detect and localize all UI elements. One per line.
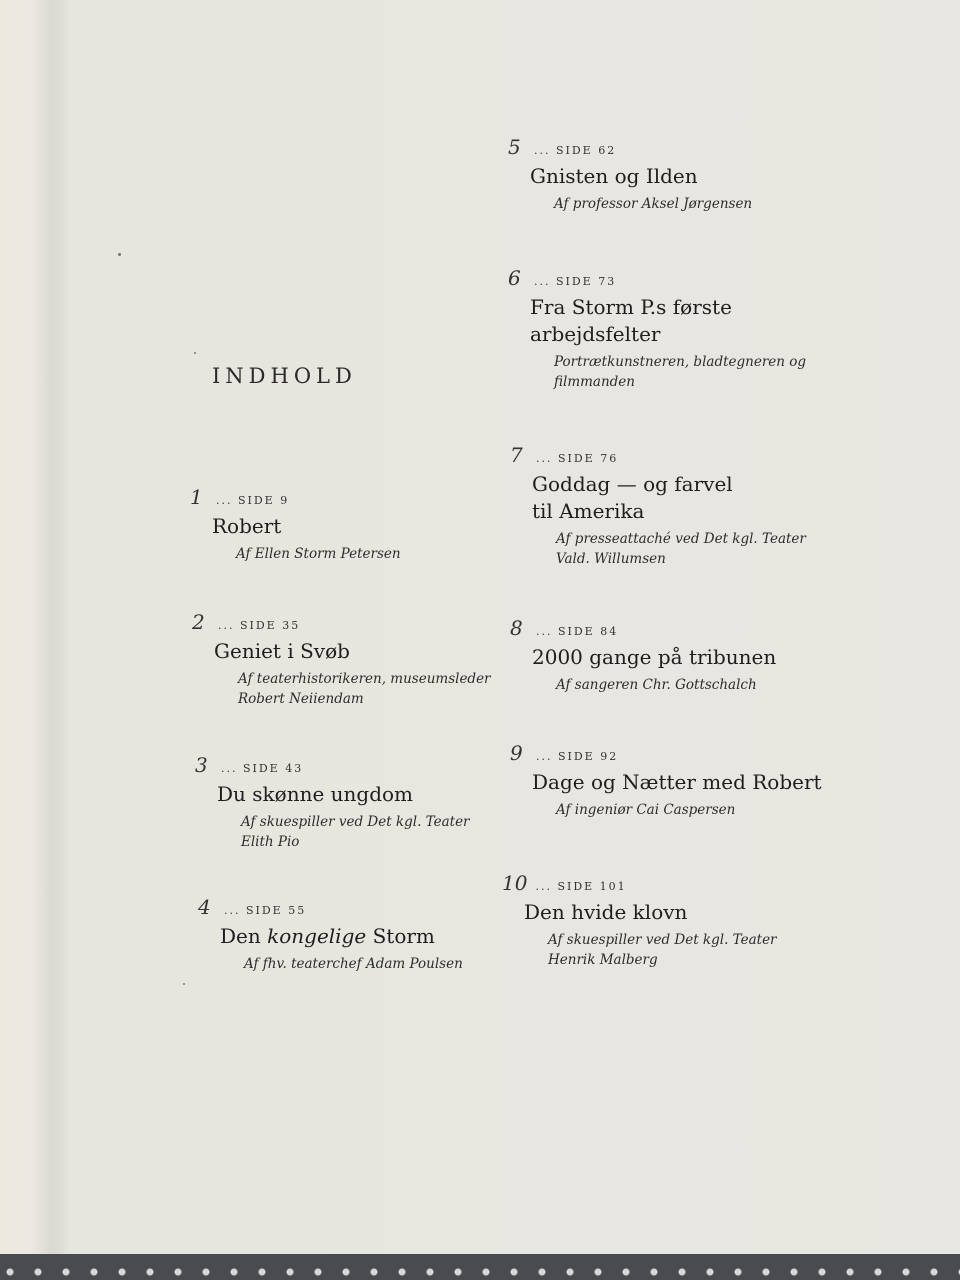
entry-title: Fra Storm P.s første arbejdsfelter xyxy=(530,295,732,346)
toc-entry-7 xyxy=(510,443,806,569)
entry-number: 10 xyxy=(502,871,528,895)
dust-speck xyxy=(183,983,185,985)
toc-entry-4 xyxy=(198,895,463,974)
entry-title: Dage og Nætter med Robert xyxy=(532,770,822,794)
entry-page-ref: ... SIDE 55 xyxy=(224,904,307,917)
toc-entry-2 xyxy=(192,610,491,709)
entry-number: 9 xyxy=(510,741,523,765)
toc-entry-3 xyxy=(195,753,470,852)
entry-author: Portrætkunstneren, bladtegneren og filmmanden xyxy=(554,354,807,390)
entry-author: Af teaterhistorikeren, museumsleder Robert Neiiendam xyxy=(238,671,491,707)
contents-heading: INDHOLD xyxy=(212,364,357,388)
entry-page-ref: ... SIDE 62 xyxy=(534,144,617,157)
toc-entry-6 xyxy=(508,266,806,392)
entry-title: Geniet i Svøb xyxy=(214,639,350,663)
entry-author: Af skuespiller ved Det kgl. Teater Henrik Malberg xyxy=(548,932,777,968)
entry-author: Af Ellen Storm Petersen xyxy=(236,546,401,562)
entry-page-ref: ... SIDE 73 xyxy=(534,275,617,288)
entry-page-ref: ... SIDE 101 xyxy=(535,880,627,893)
entry-author: Af skuespiller ved Det kgl. Teater Elith Pio xyxy=(241,814,470,850)
entry-page-ref: ... SIDE 43 xyxy=(221,762,304,775)
entry-number: 8 xyxy=(510,616,523,640)
entry-number: 2 xyxy=(192,610,205,634)
entry-number: 7 xyxy=(510,443,523,467)
entry-page-ref: ... SIDE 92 xyxy=(536,750,619,763)
toc-entry-1 xyxy=(190,485,401,564)
entry-page-ref: ... SIDE 9 xyxy=(216,494,290,507)
entry-number: 1 xyxy=(190,485,203,509)
entry-page-ref: ... SIDE 35 xyxy=(218,619,301,632)
entry-title: Robert xyxy=(212,514,282,538)
toc-entry-9 xyxy=(510,741,822,820)
entry-title: 2000 gange på tribunen xyxy=(532,645,777,669)
entry-title: Den hvide klovn xyxy=(524,900,688,924)
entry-number: 3 xyxy=(195,753,208,777)
dust-speck xyxy=(194,352,196,354)
entry-author: Af fhv. teaterchef Adam Poulsen xyxy=(244,956,463,972)
entry-page-ref: ... SIDE 76 xyxy=(536,452,619,465)
entry-author: Af presseattaché ved Det kgl. Teater Vald. Willumsen xyxy=(556,531,806,567)
entry-number: 6 xyxy=(508,266,521,290)
entry-title: Goddag — og farvel til Amerika xyxy=(532,472,733,523)
entry-title: Gnisten og Ilden xyxy=(530,164,698,188)
toc-entry-8 xyxy=(510,616,776,695)
dust-speck xyxy=(118,253,121,256)
entry-number: 5 xyxy=(508,135,521,159)
entry-title: Du skønne ungdom xyxy=(217,782,414,806)
toc-entry-5 xyxy=(508,135,752,214)
page-fold-shadow xyxy=(30,0,70,1254)
entry-number: 4 xyxy=(198,895,211,919)
entry-author: Af sangeren Chr. Gottschalch xyxy=(556,677,757,693)
toc-entry-10 xyxy=(502,871,777,970)
entry-page-ref: ... SIDE 84 xyxy=(536,625,619,638)
entry-author: Af ingeniør Cai Caspersen xyxy=(556,802,736,818)
entry-author: Af professor Aksel Jørgensen xyxy=(554,196,753,212)
entry-title: Den kongelige Storm xyxy=(220,924,435,948)
